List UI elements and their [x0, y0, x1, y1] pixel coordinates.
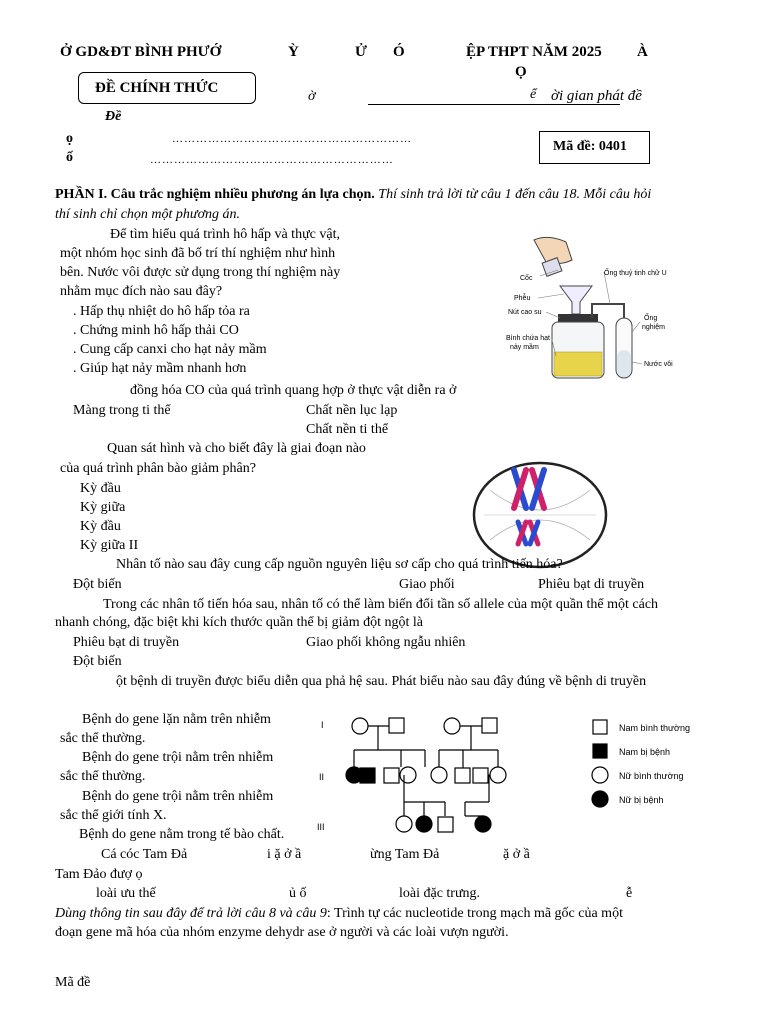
fig-label-test-tube-2: nghiệm — [642, 324, 665, 331]
q1-option-c[interactable]: . Cung cấp canxi cho hạt nảy mầm — [73, 342, 267, 357]
exam-code: Mã đề: 0401 — [553, 139, 627, 154]
header-fragment: Ó — [393, 44, 405, 60]
fig-label-funnel: Phễu — [514, 295, 531, 302]
q3-stem: Quan sát hình và cho biết đây là giai đoạn nào — [107, 441, 366, 456]
q5-option-a[interactable]: Phiêu bạt di truyền — [73, 635, 180, 650]
q5-option-b[interactable]: Giao phối không ngẫu nhiên — [306, 635, 466, 650]
fig-label-jar: Bình chứa hạt — [506, 335, 550, 342]
header-fragment: À — [637, 44, 648, 60]
germinating-seeds — [554, 352, 602, 376]
q7-stem-cont: Tam Đảo đượ ọ — [55, 867, 143, 882]
official-exam-label: ĐỀ CHÍNH THỨC — [95, 80, 219, 96]
q2-option-c[interactable]: Chất nền ti thể — [306, 422, 389, 437]
header-fragment: Ỳ — [288, 44, 299, 60]
legend-affected-male-symbol — [593, 744, 607, 758]
fig-label-cup: Cốc — [520, 275, 533, 282]
header-fragment: Ử — [355, 44, 367, 60]
q8-intro-cont: đoạn gene mã hóa của nhóm enzyme dehydr ase ở người và các loài vượn người. — [55, 925, 509, 940]
q6-option-c-cont: sắc thể giới tính X. — [60, 808, 167, 823]
q6-option-b[interactable]: Bệnh do gene trội nằm trên nhiễm — [82, 750, 274, 765]
legend-affected-female: Nữ bị bệnh — [619, 795, 664, 805]
part1-instruction: Thí sinh trả lời từ câu 1 đến câu 18. Mỗi câu hỏi — [378, 187, 652, 202]
q1-stem-line: một nhóm học sinh đã bố trí thí nghiệm như hình — [60, 246, 336, 261]
q6-stem: ột bệnh di truyền được biểu diễn qua phả hệ sau. Phát biểu nào sau đây đúng về bệnh di truyền — [116, 674, 647, 689]
legend-normal-female-symbol — [592, 767, 608, 783]
q1-option-b[interactable]: . Chứng minh hô hấp thải CO — [73, 323, 239, 338]
q7-stem: Cá cóc Tam Đả — [101, 847, 188, 862]
time-fragment: ờ — [308, 89, 316, 104]
q4-option-a[interactable]: Đột biến — [73, 577, 122, 592]
q1-stem-line: bên. Nước vôi được sử dụng trong thí nghiệm này — [60, 265, 341, 280]
q2-option-a[interactable]: Màng trong ti thể — [73, 403, 171, 418]
q8-intro — [55, 905, 623, 922]
legend-normal-male: Nam bình thường — [619, 723, 690, 733]
generation-label-i: I — [321, 720, 324, 730]
exam-time: ời gian phát đề — [551, 88, 642, 104]
q1-stem-line: nhằm mục đích nào sau đây? — [60, 284, 223, 299]
school-department: Ở GD&ĐT BÌNH PHƯỚ — [60, 44, 222, 60]
q2-stem: đồng hóa CO của quá trình quang hợp ở thực vật diễn ra ở — [130, 383, 457, 398]
q7-stem-fragment: ặ ở ầ — [503, 847, 530, 862]
generation-label-iii: III — [317, 822, 325, 832]
legend-affected-male: Nam bị bệnh — [619, 747, 671, 757]
q5-stem: Trong các nhân tố tiến hóa sau, nhân tố có thể làm biến đổi tần số allele của một quần thể một cách — [103, 597, 659, 612]
q1-option-d[interactable]: . Giúp hạt nảy mầm nhanh hơn — [73, 361, 247, 376]
q8-intro-italic: Dùng thông tin sau đây để trả lời câu 8 và câu 9 — [55, 906, 327, 921]
part1-heading — [55, 186, 651, 203]
q6-option-b-cont: sắc thể thường. — [60, 769, 146, 784]
q4-stem: Nhân tố nào sau đây cung cấp nguồn nguyên liệu sơ cấp cho quá trình tiến hóa? — [116, 557, 563, 572]
q7-stem-fragment: i ặ ở ầ — [267, 847, 302, 862]
q6-option-c[interactable]: Bệnh do gene trội nằm trên nhiễm — [82, 789, 274, 804]
q5-option-c[interactable]: Đột biến — [73, 654, 122, 669]
q2-option-b[interactable]: Chất nền lục lạp — [306, 403, 398, 418]
candidate-number-field[interactable]: …………………….……………………………… — [150, 154, 394, 166]
q3-option-b[interactable]: Kỳ giữa — [80, 500, 126, 515]
fig-label-test-tube: Ống — [644, 315, 658, 322]
q1-stem-line: Để tìm hiểu quá trình hô hấp và thực vật, — [110, 227, 340, 242]
q7-option-fragment: ễ — [626, 886, 633, 901]
part1-instruction-cont: thí sinh chỉ chọn một phương án. — [55, 207, 241, 222]
fig-label-u-tube: Ống thuỷ tinh chữ U — [604, 270, 667, 277]
q3-stem-cont: của quá trình phân bào giảm phân? — [60, 461, 256, 476]
q4-option-b[interactable]: Giao phối — [399, 577, 455, 592]
fig-label-limewater: Nước vôi — [644, 361, 673, 368]
respiration-experiment-figure — [500, 232, 680, 384]
q7-option-fragment: ủ ố — [289, 886, 307, 901]
funnel-shape — [560, 286, 592, 314]
q8-intro-rest: : Trình tự các nucleotide trong mạch mã gốc của một — [326, 906, 623, 921]
q3-option-c[interactable]: Kỳ đầu — [80, 519, 121, 534]
legend-normal-female: Nữ bình thường — [619, 771, 684, 781]
footer-exam-code: Mã đề — [55, 975, 91, 990]
generation-label-ii: II — [319, 772, 325, 782]
candidate-number-label: ố — [66, 150, 73, 165]
q1-option-a[interactable]: . Hấp thụ nhiệt do hô hấp tỏa ra — [73, 304, 250, 319]
q6-option-a[interactable]: Bệnh do gene lặn nằm trên nhiễm — [82, 712, 271, 727]
q7-option-a[interactable]: loài ưu thế — [96, 886, 156, 901]
q4-option-c[interactable]: Phiêu bạt di truyền — [538, 577, 645, 592]
meiosis-cell-figure — [470, 460, 610, 570]
exam-title: ỆP THPT NĂM 2025 — [466, 44, 602, 60]
candidate-name-field[interactable]: …………………………………………………… — [172, 133, 412, 145]
candidate-name-label: ọ — [66, 131, 73, 146]
q7-stem-fragment: ừng Tam Đả — [370, 847, 440, 862]
q5-stem-cont: nhanh chóng, đặc biệt khi kích thước quần thể bị giảm đột ngột là — [55, 615, 424, 630]
exam-label: Đề — [105, 109, 122, 124]
part1-title: PHẦN I. Câu trắc nghiệm nhiều phương án lựa chọn. — [55, 187, 375, 202]
header-fragment: Ọ — [515, 64, 527, 80]
legend-normal-male-symbol — [593, 720, 607, 734]
pedigree-chart — [315, 708, 710, 848]
fig-label-stopper: Nút cao su — [508, 309, 542, 316]
q6-option-d[interactable]: Bệnh do gene nằm trong tế bào chất. — [79, 827, 285, 842]
q6-option-a-cont: sắc thể thường. — [60, 731, 146, 746]
legend-affected-female-symbol — [592, 791, 608, 807]
fig-label-jar-2: nảy mầm — [510, 344, 539, 351]
q7-option-c[interactable]: loài đặc trưng. — [399, 886, 481, 901]
limewater-shape — [617, 350, 631, 377]
q3-option-d[interactable]: Kỳ giữa II — [80, 538, 139, 553]
time-fragment: ể — [530, 87, 537, 102]
q3-option-a[interactable]: Kỳ đầu — [80, 481, 121, 496]
